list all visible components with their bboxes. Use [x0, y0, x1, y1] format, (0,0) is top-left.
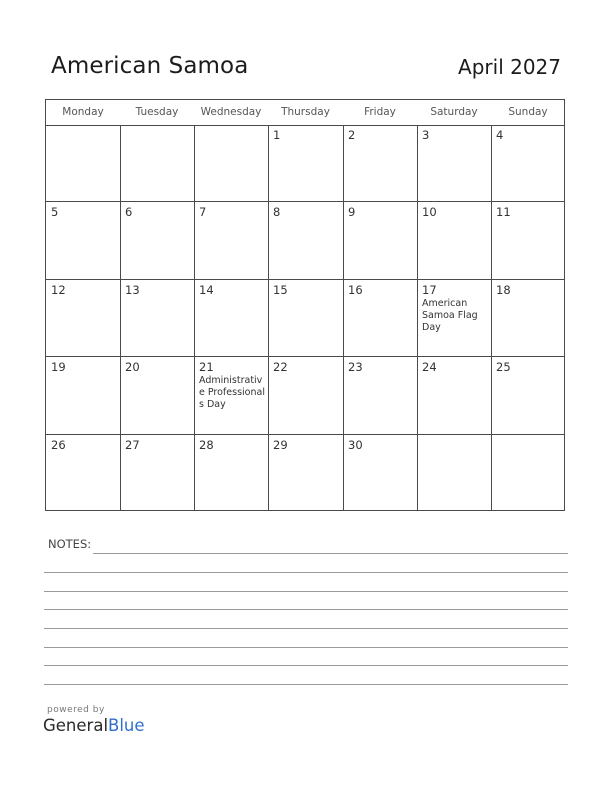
notes-line — [44, 591, 568, 592]
day-cell — [491, 125, 565, 201]
notes-line — [93, 553, 568, 554]
notes-line — [44, 628, 568, 629]
day-cell — [268, 202, 343, 279]
day-number: 19 — [51, 360, 66, 374]
day-cell — [194, 280, 268, 356]
day-cell — [417, 125, 491, 201]
day-cell — [46, 202, 120, 279]
day-cell — [194, 357, 268, 434]
day-number: 17 — [422, 283, 437, 297]
weekday-tuesday: Tuesday — [135, 106, 179, 118]
day-cell — [417, 202, 491, 279]
day-number: 12 — [51, 283, 66, 297]
day-number: 30 — [348, 438, 363, 452]
generalblue-logo[interactable] — [43, 716, 145, 735]
day-cell — [46, 125, 120, 201]
holiday-event: American Samoa Flag Day — [422, 298, 478, 333]
day-cell — [46, 357, 120, 434]
brand-general: General — [43, 716, 109, 735]
weekday-sunday: Sunday — [508, 106, 548, 118]
holiday-event: Administrative Professionals Day — [199, 375, 265, 410]
day-cell — [46, 435, 120, 511]
day-number: 4 — [496, 128, 504, 142]
day-number: 2 — [348, 128, 356, 142]
notes-line — [44, 647, 568, 648]
day-cell — [268, 125, 343, 201]
day-cell — [194, 202, 268, 279]
calendar-month: April 2027 — [458, 55, 561, 79]
day-number: 6 — [125, 205, 133, 219]
calendar-grid — [45, 99, 565, 511]
weekday-saturday: Saturday — [430, 106, 478, 118]
day-number: 25 — [496, 360, 511, 374]
day-number: 14 — [199, 283, 214, 297]
day-cell — [120, 125, 194, 201]
weekday-thursday: Thursday — [281, 106, 330, 118]
day-number: 21 — [199, 360, 214, 374]
notes-line — [44, 609, 568, 610]
notes-line — [44, 665, 568, 666]
day-number: 7 — [199, 205, 207, 219]
day-number: 5 — [51, 205, 59, 219]
calendar-title: American Samoa — [51, 53, 249, 79]
day-number: 16 — [348, 283, 363, 297]
day-cell — [417, 280, 491, 356]
day-cell — [268, 357, 343, 434]
day-cell — [194, 435, 268, 511]
day-number: 10 — [422, 205, 437, 219]
day-number: 23 — [348, 360, 363, 374]
notes-line — [44, 684, 568, 685]
day-cell — [120, 202, 194, 279]
weekday-wednesday: Wednesday — [200, 106, 262, 118]
day-cell — [417, 435, 491, 511]
weekday-monday: Monday — [62, 106, 104, 118]
day-cell — [343, 280, 417, 356]
weekday-friday: Friday — [364, 106, 396, 118]
day-cell — [268, 280, 343, 356]
day-cell — [343, 125, 417, 201]
brand-blue: Blue — [108, 716, 145, 735]
notes-line — [44, 572, 568, 573]
day-number: 26 — [51, 438, 66, 452]
day-number: 8 — [273, 205, 281, 219]
day-cell — [417, 357, 491, 434]
day-number: 27 — [125, 438, 140, 452]
day-cell — [343, 435, 417, 511]
day-number: 29 — [273, 438, 288, 452]
day-number: 22 — [273, 360, 288, 374]
day-number: 15 — [273, 283, 288, 297]
powered-by-text: powered by — [47, 705, 105, 715]
day-number: 24 — [422, 360, 437, 374]
day-cell — [343, 202, 417, 279]
weekday-header-row — [46, 100, 564, 126]
day-cell — [491, 357, 565, 434]
day-number: 11 — [496, 205, 511, 219]
day-cell — [120, 357, 194, 434]
day-cell — [120, 435, 194, 511]
day-number: 18 — [496, 283, 511, 297]
day-number: 9 — [348, 205, 356, 219]
day-cell — [120, 280, 194, 356]
day-number: 1 — [273, 128, 281, 142]
day-number: 3 — [422, 128, 430, 142]
notes-label: NOTES: — [48, 537, 92, 551]
day-cell — [491, 202, 565, 279]
day-number: 28 — [199, 438, 214, 452]
day-cell — [343, 357, 417, 434]
day-cell — [491, 435, 565, 511]
day-cell — [194, 125, 268, 201]
day-cell — [491, 280, 565, 356]
day-number: 20 — [125, 360, 140, 374]
day-number: 13 — [125, 283, 140, 297]
day-cell — [46, 280, 120, 356]
day-cell — [268, 435, 343, 511]
